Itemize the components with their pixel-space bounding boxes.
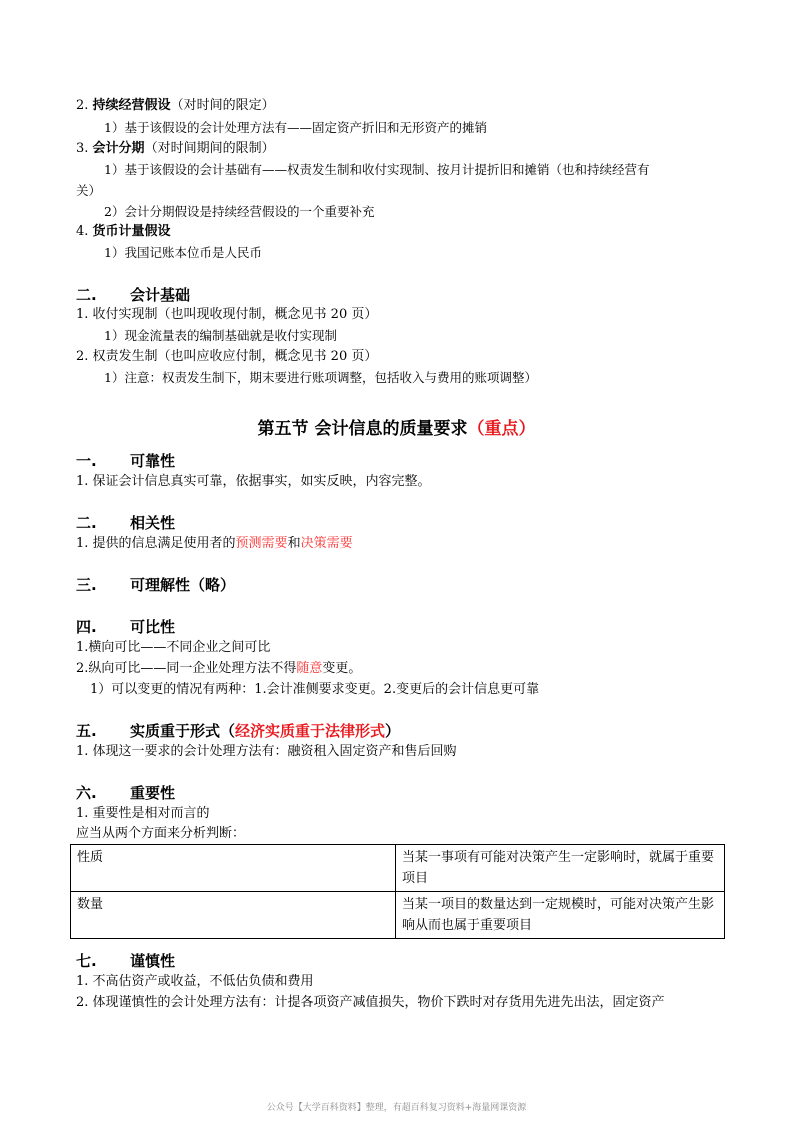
table-cell-label: 数量: [71, 892, 396, 939]
heading-comparability: [76, 616, 175, 638]
heading-prudence: [76, 950, 175, 972]
paren: ）: [385, 722, 401, 740]
materiality-item-2: 应当从两个方面来分析判断：: [76, 826, 246, 841]
materiality-table: [70, 844, 725, 939]
accounting-period-point-2: 2）会计分期假设是持续经营假设的一个重要补充: [104, 204, 375, 219]
section-highlight: （重点）: [467, 419, 536, 439]
table-cell-desc: 当某一项目的数量达到一定规模时，可能对决策产生影响从而也属于重要项目: [396, 892, 725, 939]
monetary-unit-point-1: 1）我国记账本位币是人民币: [104, 245, 262, 260]
heading-number: 七.: [76, 952, 97, 970]
basis-item-1: 1. 收付实现制（也叫现收现付制，概念见书 20 页）: [76, 307, 378, 322]
heading-title: 可靠性: [130, 452, 176, 470]
heading-substance-over-form: [76, 720, 400, 742]
heading-number: 五.: [76, 722, 97, 740]
item-title: 货币计量假设: [92, 224, 171, 239]
heading-title: 相关性: [130, 514, 176, 532]
comparability-item-2: [76, 659, 361, 679]
highlight-economic-substance: 经济实质重于法律形式: [235, 722, 386, 740]
item-number: 3.: [76, 141, 89, 156]
assumption-accounting-period: [76, 139, 275, 159]
comparability-sub-1: 1）可以变更的情况有两种：1.会计准侧要求变更。2.变更后的会计信息更可靠: [90, 682, 540, 697]
heading-number: 二.: [76, 514, 97, 532]
item-note: （对时间期间的限制）: [144, 141, 275, 156]
text: 和: [287, 536, 301, 551]
heading-title: 实质重于形式: [130, 722, 221, 740]
heading-title: 会计基础: [130, 286, 191, 304]
accounting-period-point-1: 1）基于该假设的会计基础有——权责发生制和收付实现制、按月计提折旧和摊销（也和持续经营有: [104, 162, 650, 177]
table-row: [71, 892, 725, 939]
materiality-item-1: 1. 重要性是相对而言的: [76, 806, 210, 821]
basis-item-2-sub: 1）注意：权责发生制下，期末要进行账项调整，包括收入与费用的账项调整）: [104, 370, 537, 385]
assumption-monetary-unit: [76, 222, 171, 242]
heading-title: 重要性: [130, 784, 176, 802]
section-title: [0, 416, 793, 442]
prudence-item-1: 1. 不高估资产或收益，不低估负债和费用: [76, 974, 314, 989]
heading-reliability: [76, 450, 175, 472]
highlight-decision-needs: 决策需要: [300, 536, 353, 551]
basis-item-2: 2. 权责发生制（也叫应收应付制，概念见书 20 页）: [76, 349, 378, 364]
item-title: 持续经营假设: [92, 98, 171, 113]
highlight-arbitrary: 随意: [296, 661, 323, 676]
table-row: [71, 845, 725, 892]
heading-understandability: [76, 574, 235, 596]
heading-title: 可理解性（略）: [130, 576, 236, 594]
prudence-item-2: 2. 体现谨慎性的会计处理方法有：计提各项资产减值损失，物价下跌时对存货用先进先出法，固定资产: [76, 995, 665, 1010]
heading-accounting-basis: [76, 284, 190, 306]
highlight-forecast-needs: 预测需要: [235, 536, 288, 551]
going-concern-point-1: 1）基于该假设的会计处理方法有——固定资产折旧和无形资产的摊销: [104, 120, 487, 135]
table-cell-label: 性质: [71, 845, 396, 892]
heading-number: 四.: [76, 618, 97, 636]
substance-item-1: 1. 体现这一要求的会计处理方法有：融资租入固定资产和售后回购: [76, 744, 457, 759]
heading-title: 可比性: [130, 618, 176, 636]
paren: （: [220, 722, 236, 740]
item-number: 4.: [76, 224, 89, 239]
item-title: 会计分期: [92, 141, 145, 156]
heading-number: 一.: [76, 452, 97, 470]
heading-materiality: [76, 782, 175, 804]
item-number: 2.: [76, 98, 89, 113]
basis-item-1-sub: 1）现金流量表的编制基础就是收付实现制: [104, 328, 337, 343]
text: 1. 提供的信息满足使用者的: [76, 536, 236, 551]
assumption-going-concern: [76, 96, 275, 116]
accounting-period-point-1-cont: 关）: [76, 183, 102, 198]
comparability-item-1: 1.横向可比——不同企业之间可比: [76, 640, 271, 655]
heading-number: 二.: [76, 286, 97, 304]
text: 2.纵向可比——同一企业处理方法不得: [76, 661, 297, 676]
reliability-item-1: 1. 保证会计信息真实可靠，依据事实，如实反映，内容完整。: [76, 474, 431, 489]
text: 变更。: [322, 661, 362, 676]
page-footer: 公众号【大学百科资料】整理，有超百科复习资料+海量网课资源: [266, 1103, 527, 1113]
heading-title: 谨慎性: [130, 952, 176, 970]
heading-relevance: [76, 512, 175, 534]
heading-number: 三.: [76, 576, 97, 594]
relevance-item-1: [76, 534, 353, 554]
heading-number: 六.: [76, 784, 97, 802]
table-cell-desc: 当某一事项有可能对决策产生一定影响时，就属于重要项目: [396, 845, 725, 892]
item-note: （对时间的限定）: [170, 98, 275, 113]
section-title-text: 第五节 会计信息的质量要求: [257, 419, 468, 439]
